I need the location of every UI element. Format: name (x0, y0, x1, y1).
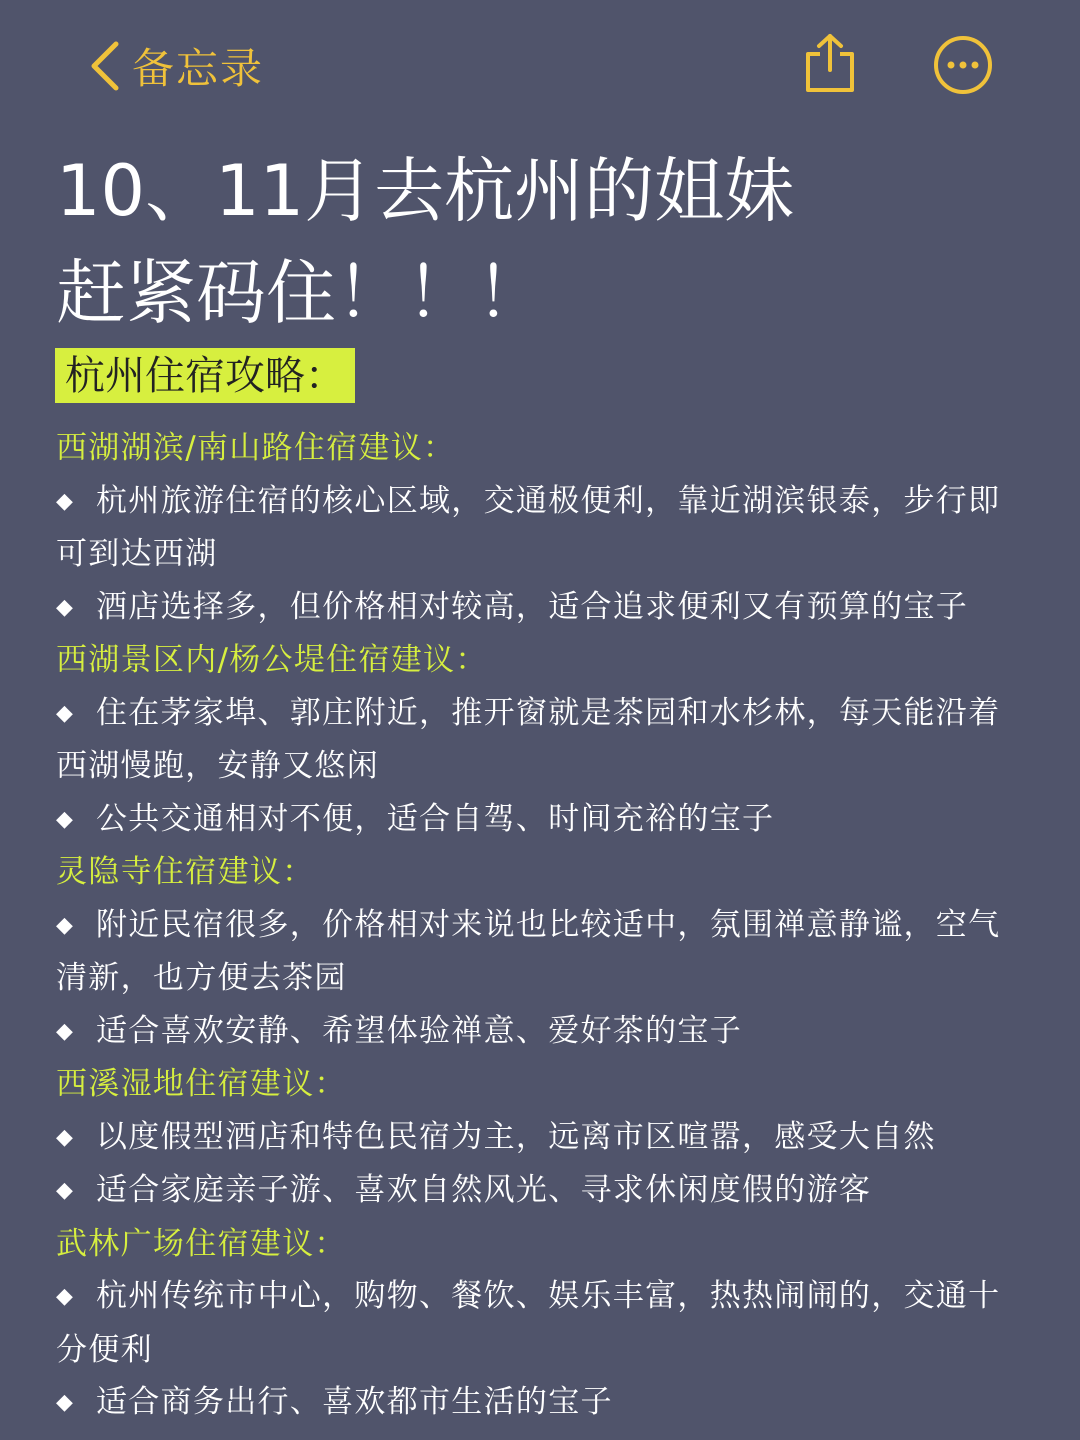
note-body (56, 422, 1022, 1430)
bullet-text: 适合喜欢安静、希望体验禅意、爱好茶的宝子 (96, 1012, 742, 1049)
back-button[interactable] (86, 36, 264, 96)
diamond-bullet-icon: ◆ (56, 700, 75, 726)
diamond-bullet-icon: ◆ (56, 1284, 75, 1309)
section-title: 西湖湖滨/南山路住宿建议： (56, 430, 456, 466)
bullet-text: 杭州旅游住宿的核心区域，交通极便利，靠近湖滨银泰，步行即可到达西湖 (56, 482, 1001, 572)
title-line-2: 赶紧码住！！！ (56, 252, 546, 334)
diamond-bullet-icon: ◆ (56, 1390, 75, 1415)
bullet-item (56, 1270, 1022, 1376)
bullet-item (56, 1005, 1022, 1059)
bullet-text: 适合家庭亲子游、喜欢自然风光、寻求休闲度假的游客 (96, 1172, 872, 1208)
chevron-left-icon (86, 38, 126, 94)
bullet-item (56, 1164, 1022, 1218)
share-icon[interactable] (802, 32, 858, 94)
bullet-item (56, 1111, 1022, 1165)
bullet-item (56, 687, 1022, 793)
title-line-1: 10、11月去杭州的姐妹 (56, 150, 795, 232)
more-icon[interactable] (932, 34, 994, 96)
section-title: 西溪湿地住宿建议： (56, 1066, 347, 1102)
diamond-bullet-icon: ◆ (56, 1178, 75, 1203)
bullet-text: 公共交通相对不便，适合自驾、时间充裕的宝子 (96, 800, 775, 837)
diamond-bullet-icon: ◆ (56, 1124, 75, 1150)
note-title (56, 140, 1036, 344)
bullet-text: 酒店选择多，但价格相对较高，适合追求便利又有预算的宝子 (96, 588, 969, 625)
bullet-text: 附近民宿很多，价格相对来说也比较适中，氛围禅意静谧，空气清新，也方便去茶园 (56, 906, 1001, 996)
section-title: 灵隐寺住宿建议： (56, 854, 315, 890)
bullet-item (56, 899, 1022, 1005)
diamond-bullet-icon: ◆ (56, 806, 75, 832)
diamond-bullet-icon: ◆ (56, 912, 75, 938)
diamond-bullet-icon: ◆ (56, 594, 75, 620)
bullet-item (56, 1376, 1022, 1430)
diamond-bullet-icon: ◆ (56, 488, 75, 514)
bullet-text: 以度假型酒店和特色民宿为主，远离市区喧嚣，感受大自然 (96, 1118, 936, 1155)
bullet-text: 适合商务出行、喜欢都市生活的宝子 (96, 1384, 613, 1420)
bullet-item (56, 793, 1022, 847)
bullet-text: 住在茅家埠、郭庄附近，推开窗就是茶园和水杉林，每天能沿着西湖慢跑，安静又悠闲 (56, 694, 1001, 784)
bullet-item (56, 581, 1022, 635)
nav-bar (0, 0, 1080, 130)
highlight-heading: 杭州住宿攻略： (55, 348, 355, 403)
section-title: 武林广场住宿建议： (56, 1225, 347, 1262)
bullet-item (56, 475, 1022, 581)
bullet-text: 杭州传统市中心，购物、餐饮、娱乐丰富，热热闹闹的，交通十分便利 (56, 1278, 1001, 1368)
diamond-bullet-icon: ◆ (56, 1018, 75, 1044)
back-label: 备忘录 (132, 44, 265, 93)
section-title: 西湖景区内/杨公堤住宿建议： (56, 642, 488, 678)
